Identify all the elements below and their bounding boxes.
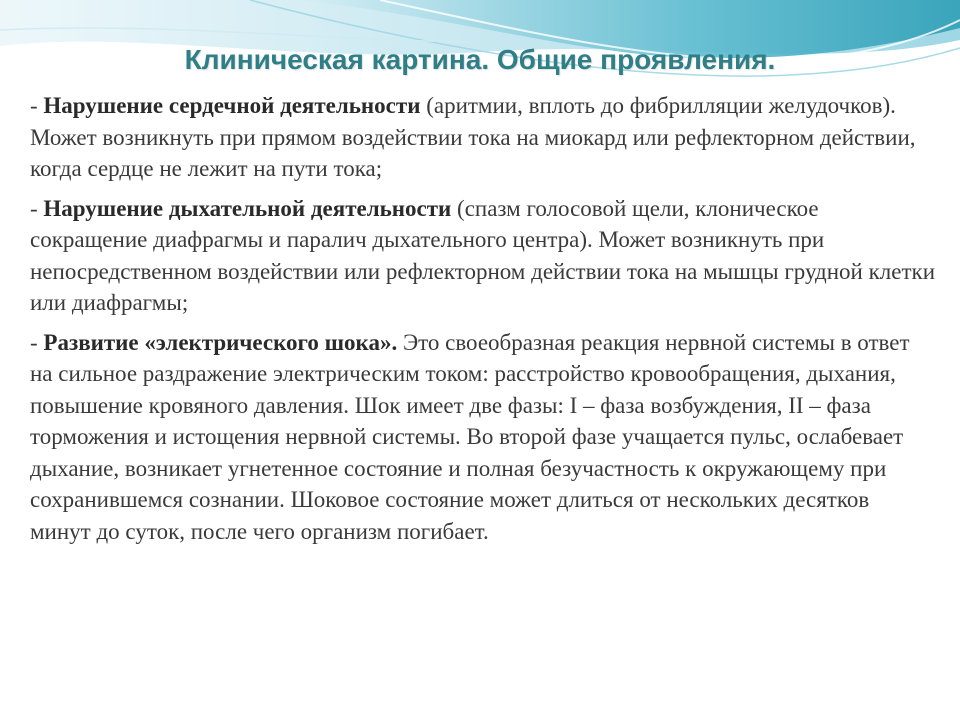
term-cardiac-disorder: Нарушение сердечной деятельности xyxy=(43,93,421,118)
slide-title: Клиническая картина. Общие проявления. xyxy=(184,44,776,75)
paragraph-cardiac xyxy=(30,90,935,185)
term-respiratory-disorder: Нарушение дыхательной деятельности xyxy=(43,195,452,221)
bullet-dash: - xyxy=(30,329,44,355)
term-electric-shock: Развитие «электрического шока». xyxy=(43,329,398,355)
bullet-dash: - xyxy=(30,93,44,118)
paragraph-respiratory xyxy=(30,193,935,319)
bullet-dash: - xyxy=(30,195,44,221)
slide-body xyxy=(30,90,935,555)
paragraph-shock xyxy=(30,327,935,548)
description-respiratory: (спазм голосовой щели, клоническое сокращение диафрагмы и паралич дыхательного центра). Может возникнуть при непосредственном воздействии или рефлекторном действии тока на мышцы грудной клетки или диафрагмы; xyxy=(30,195,935,315)
description-shock: Это своеобразная реакция нервной системы в ответ на сильное раздражение электрическим током: расстройство кровообращения, дыхания, повышение кровяного давления. Шок имеет две фазы: I – фаза возбуждения, II – фаза торможения и истощения нервной системы. Во второй фазе учащается пульс, ослабевает дыхание, возникает угнетенное состояние и полная безучастность к окружающему при сохранившемся сознании. Шоковое состояние может длиться от нескольких десятков минут до суток, после чего организм погибает. xyxy=(30,329,910,544)
description-cardiac: (аритмии, вплоть до фибрилляции желудочков). Может возникнуть при прямом воздействии тока на миокард или рефлекторном действии, когда сердце не лежит на пути тока; xyxy=(30,93,916,181)
